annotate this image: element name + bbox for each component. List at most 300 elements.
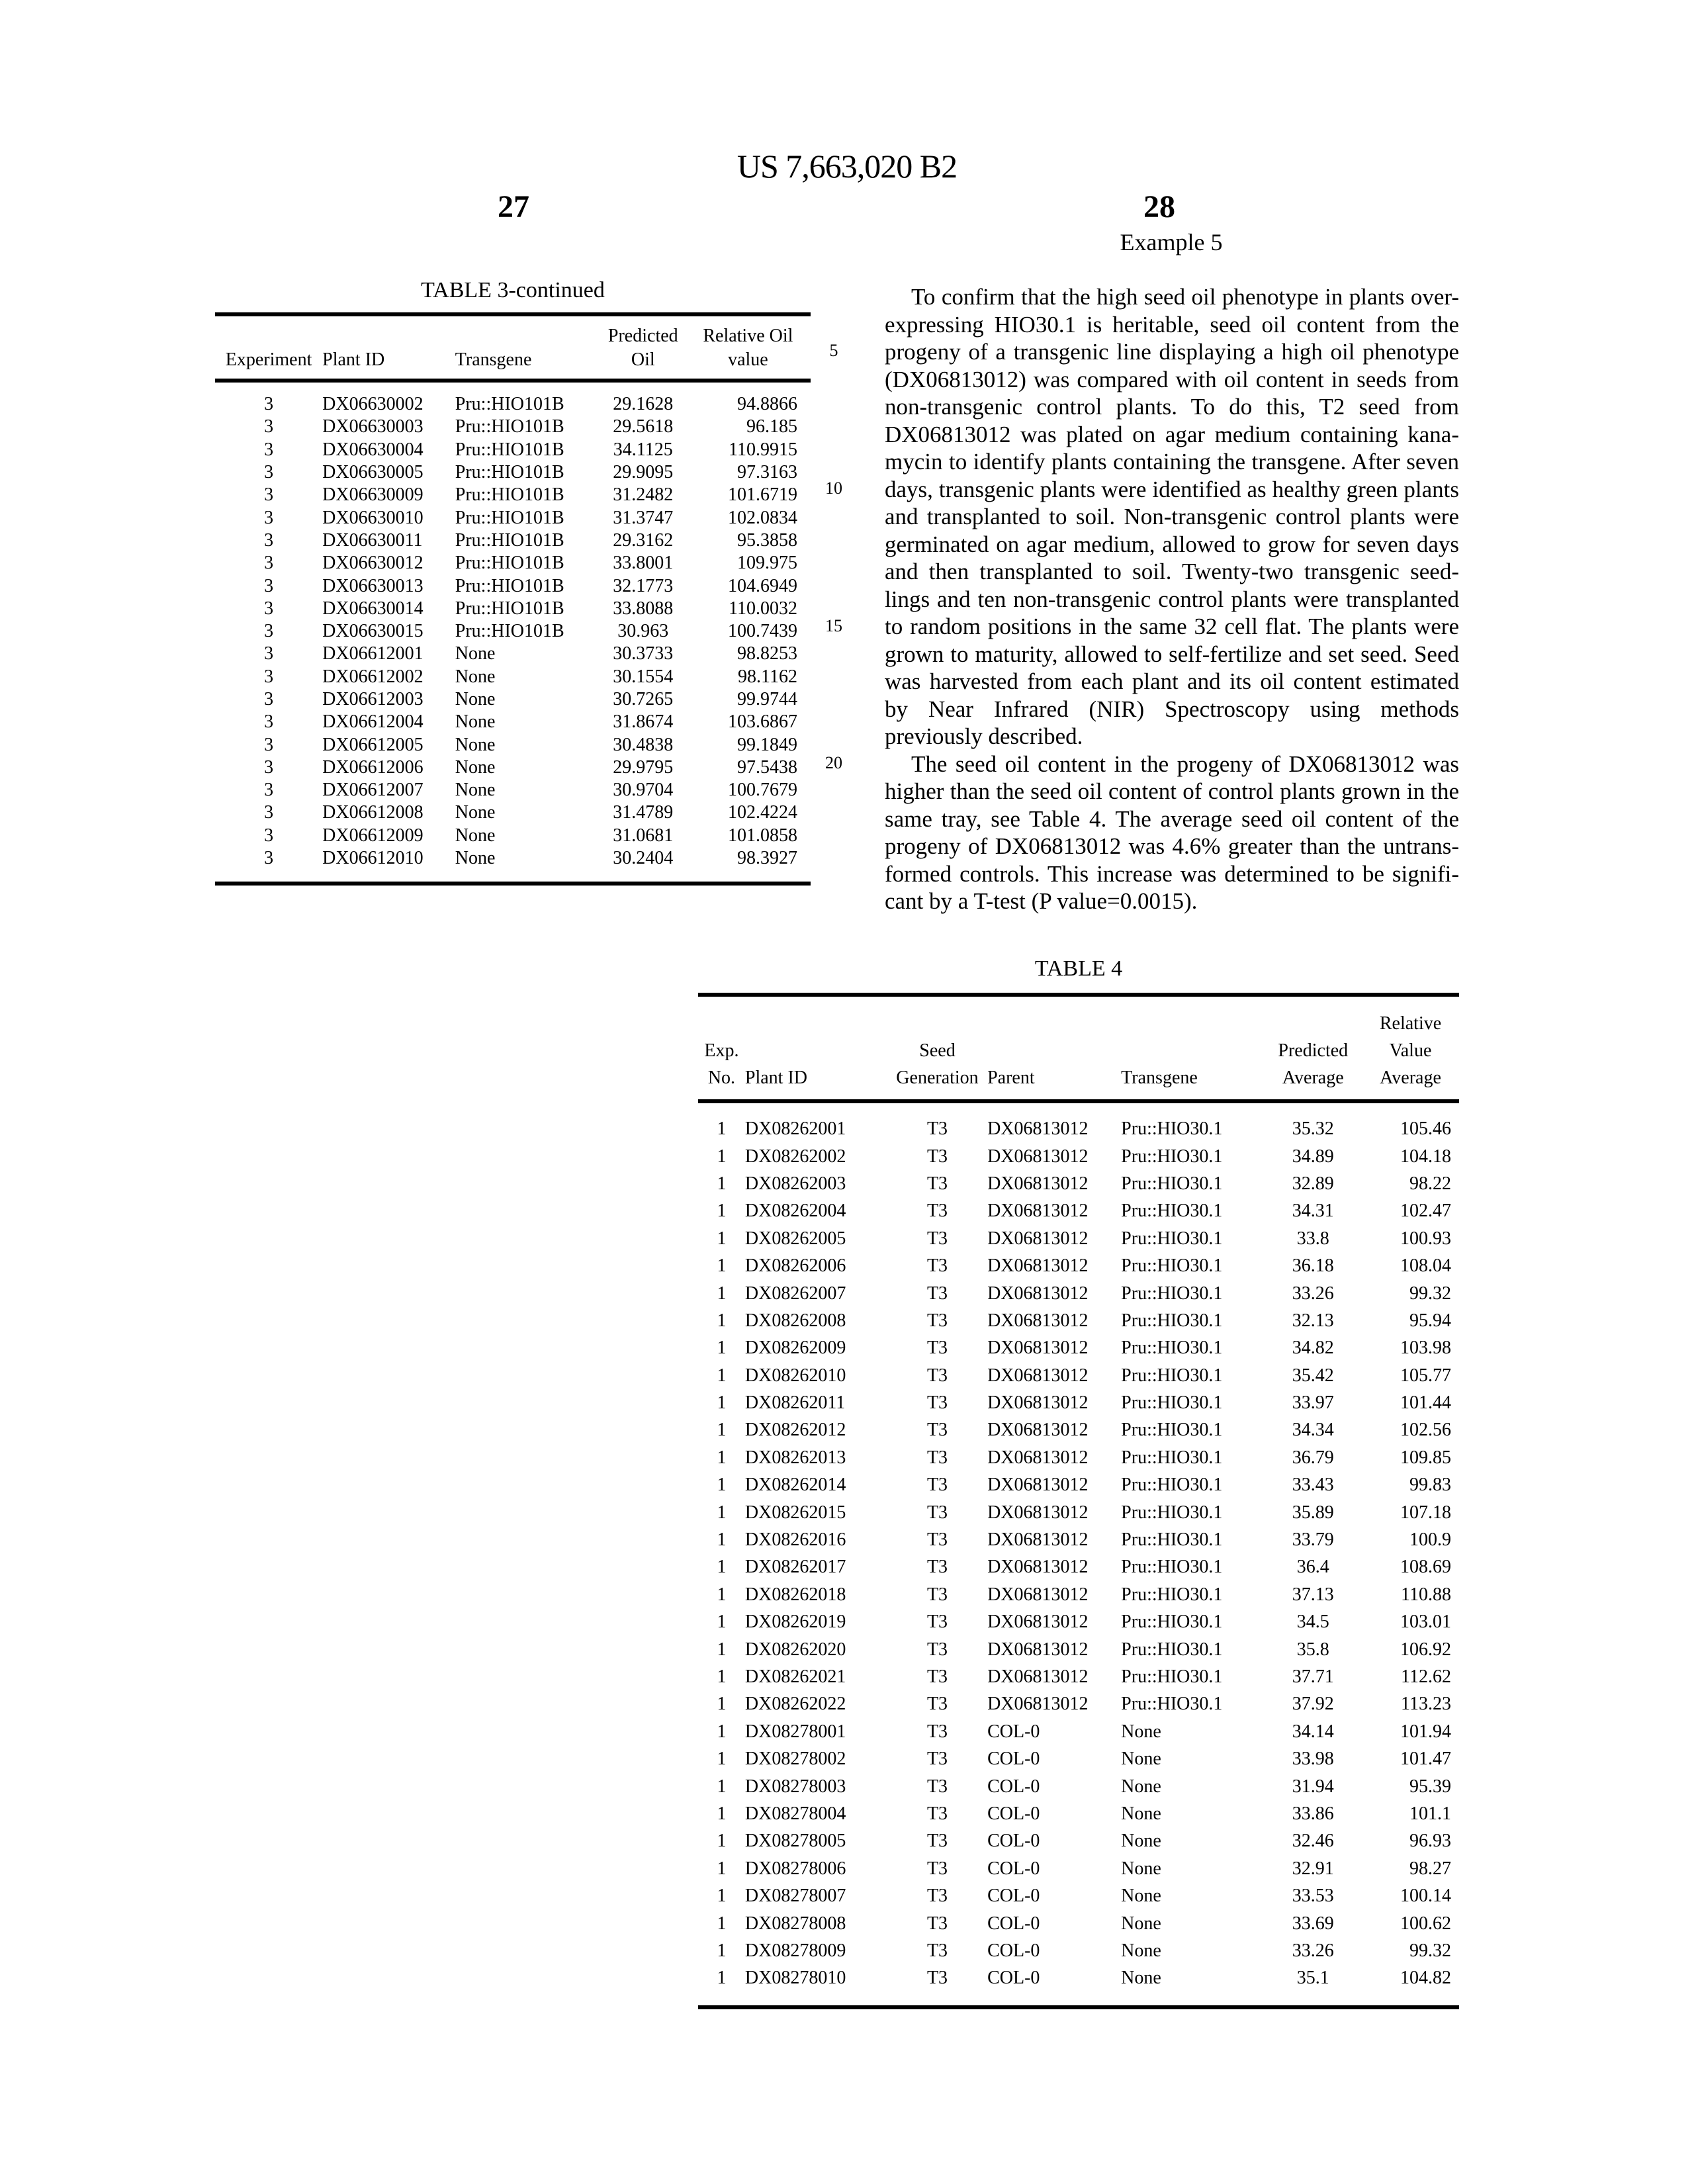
table-row [698,1964,1459,2007]
cell-experiment: 3 [264,621,274,642]
cell-predicted-average: 32.46 [1292,1831,1334,1852]
cell-parent: DX06813012 [987,1146,1089,1167]
cell-exp-no: 1 [717,1502,727,1523]
cell-experiment: 3 [264,439,274,460]
cell-parent: DX06813012 [987,1612,1089,1633]
cell-seed-generation: T3 [926,1365,948,1386]
cell-experiment: 3 [264,666,274,687]
cell-exp-no: 1 [717,1913,727,1934]
table-row [215,416,811,438]
cell-predicted-average: 33.79 [1292,1529,1334,1551]
cell-exp-no: 1 [717,1173,727,1194]
cell-parent: DX06813012 [987,1666,1089,1687]
cell-exp-no: 1 [717,1146,727,1167]
cell-predicted-average: 33.69 [1292,1913,1334,1934]
cell-transgene: None [1121,1940,1161,1961]
cell-exp-no: 1 [717,1803,727,1824]
cell-exp-no: 1 [717,1118,727,1140]
cell-relative-value-average: 107.18 [1400,1502,1451,1523]
cell-experiment: 3 [264,643,274,664]
table-row [215,484,811,506]
cell-parent: COL-0 [987,1831,1040,1852]
cell-predicted-oil: 30.7265 [613,689,674,709]
cell-transgene: Pru::HIO30.1 [1121,1557,1223,1578]
table-row [698,1142,1459,1169]
cell-transgene: None [455,643,496,664]
table-row [215,439,811,461]
cell-parent: DX06813012 [987,1502,1089,1523]
cell-plant-id: DX08262009 [744,1338,846,1359]
paragraph: To confirm that the high seed oil phenotype in plants over-expressing HIO30.1 is heritable, seed oil content from the progeny of a transgenic line displaying a high oil phenotype (DX06813012) was compared with oil content in seeds from non-transgenic control plants. To do this, T2 seed from DX06813012 was plated on agar medium containing kana-mycin to identify plants containing the transgene. After seven days, transgenic plants were identified as healthy green plants and transplanted to soil. Non-transgenic control plants were germinated on agar medium, allowed to grow for seven days and then transplanted to soil. Twenty-two transgenic seed-lings and ten non-transgenic control plants were transplanted to random positions in the same 32 cell flat. The plants were grown to maturity, allowed to self-fertilize and set seed. Seed was harvested from each plant and its oil content estimated by Near Infrared (NIR) Spectroscopy using methods previously described. [885,284,1459,749]
body-text [885,283,1459,915]
cell-plant-id: DX08262013 [744,1447,846,1468]
cell-seed-generation: T3 [926,1420,948,1441]
cell-plant-id: DX08262022 [744,1694,846,1715]
table-row [698,1745,1459,1772]
cell-predicted-average: 34.34 [1292,1420,1334,1441]
cell-exp-no: 1 [717,1831,727,1852]
table4-header-predicted-average: Predicted Average [1278,1040,1349,1088]
table-row [215,801,811,824]
cell-transgene: None [1121,1968,1161,1989]
cell-relative-value-average: 96.93 [1409,1831,1451,1852]
cell-relative-value-average: 103.98 [1400,1338,1451,1359]
cell-relative-value-average: 106.92 [1400,1639,1451,1660]
cell-exp-no: 1 [717,1940,727,1961]
cell-parent: COL-0 [987,1803,1040,1824]
cell-transgene: Pru::HIO30.1 [1121,1447,1223,1468]
cell-transgene: Pru::HIO101B [455,507,564,528]
cell-relative-oil: 104.6949 [728,575,797,596]
cell-relative-value-average: 95.39 [1409,1776,1451,1797]
cell-plant-id: DX06630015 [322,621,424,642]
cell-transgene: Pru::HIO101B [455,529,564,551]
cell-transgene: None [455,780,496,801]
table-row [698,1444,1459,1471]
cell-relative-value-average: 98.22 [1409,1173,1451,1194]
cell-transgene: Pru::HIO101B [455,394,564,415]
cell-transgene: None [1121,1858,1161,1879]
cell-plant-id: DX08278003 [744,1776,846,1797]
table-row [698,1800,1459,1827]
table-row [698,1635,1459,1662]
table4-grid [698,993,1459,2009]
cell-plant-id: DX06630013 [322,575,424,596]
cell-predicted-average: 35.8 [1296,1639,1329,1660]
cell-experiment: 3 [264,575,274,596]
cell-parent: COL-0 [987,1776,1040,1797]
cell-predicted-average: 35.89 [1292,1502,1334,1523]
cell-predicted-average: 33.53 [1292,1886,1334,1907]
cell-exp-no: 1 [717,1886,727,1907]
cell-plant-id: DX08262015 [744,1502,846,1523]
cell-transgene: Pru::HIO30.1 [1121,1146,1223,1167]
cell-transgene: Pru::HIO30.1 [1121,1392,1223,1414]
table-row [215,461,811,484]
cell-exp-no: 1 [717,1557,727,1578]
cell-predicted-oil: 32.1773 [613,575,674,596]
cell-experiment: 3 [264,802,274,823]
cell-relative-oil: 98.8253 [737,643,797,664]
cell-predicted-oil: 30.9704 [613,780,674,801]
cell-seed-generation: T3 [926,1913,948,1934]
cell-plant-id: DX08278007 [744,1886,846,1907]
cell-plant-id: DX06630002 [322,394,424,415]
cell-exp-no: 1 [717,1310,727,1331]
cell-transgene: None [1121,1886,1161,1907]
cell-relative-oil: 101.0858 [728,825,797,846]
cell-exp-no: 1 [717,1776,727,1797]
cell-predicted-oil: 33.8001 [613,553,674,574]
cell-seed-generation: T3 [926,1338,948,1359]
cell-predicted-average: 34.31 [1292,1201,1334,1222]
table-row [698,1526,1459,1553]
cell-seed-generation: T3 [926,1666,948,1687]
cell-predicted-average: 31.94 [1292,1776,1334,1797]
cell-exp-no: 1 [717,1968,727,1989]
cell-seed-generation: T3 [926,1886,948,1907]
cell-plant-id: DX06630003 [322,416,424,437]
cell-relative-value-average: 101.94 [1400,1721,1451,1742]
cell-seed-generation: T3 [926,1392,948,1414]
cell-predicted-oil: 31.8674 [613,711,674,733]
table-row [698,1101,1459,1142]
cell-transgene: Pru::HIO30.1 [1121,1283,1223,1304]
table-row [698,1389,1459,1416]
cell-transgene: None [455,666,496,687]
cell-experiment: 3 [264,825,274,846]
table-row [215,733,811,756]
cell-transgene: Pru::HIO101B [455,484,564,506]
table4-body [698,1101,1459,2007]
cell-exp-no: 1 [717,1858,727,1879]
cell-plant-id: DX08278001 [744,1721,846,1742]
cell-relative-value-average: 99.83 [1409,1475,1451,1496]
cell-plant-id: DX06630010 [322,507,424,528]
cell-seed-generation: T3 [926,1721,948,1742]
cell-seed-generation: T3 [926,1283,948,1304]
table-row [215,666,811,688]
table4 [698,993,1459,2009]
cell-plant-id: DX08262019 [744,1612,846,1633]
cell-seed-generation: T3 [926,1776,948,1797]
cell-predicted-average: 35.42 [1292,1365,1334,1386]
cell-transgene: Pru::HIO30.1 [1121,1639,1223,1660]
table-row [698,1471,1459,1498]
cell-transgene: Pru::HIO30.1 [1121,1173,1223,1194]
table4-header-plant-id: Plant ID [744,1068,808,1088]
cell-transgene: None [1121,1803,1161,1824]
cell-predicted-oil: 30.3733 [613,643,674,664]
table-row [215,825,811,847]
cell-predicted-oil: 31.3747 [613,507,674,528]
cell-transgene: Pru::HIO101B [455,462,564,483]
cell-transgene: Pru::HIO101B [455,575,564,596]
table-row [215,381,811,416]
cell-plant-id: DX08262021 [744,1666,846,1687]
table-row [698,1855,1459,1882]
cell-exp-no: 1 [717,1475,727,1496]
cell-exp-no: 1 [717,1365,727,1386]
cell-parent: COL-0 [987,1886,1040,1907]
cell-relative-value-average: 100.62 [1400,1913,1451,1934]
paragraph: The seed oil content in the progeny of DX06813012 was higher than the seed oil content of control plants grown in the same tray, see Table 4. The average seed oil content of the progeny of DX06813012 was 4.6% greater than the untrans-formed controls. This increase was determined to be signifi-cant by a T-test (P value=0.0015). [885,751,1459,914]
cell-seed-generation: T3 [926,1447,948,1468]
table-row [698,1581,1459,1608]
cell-transgene: Pru::HIO30.1 [1121,1612,1223,1633]
cell-plant-id: DX08262001 [744,1118,846,1140]
cell-relative-value-average: 104.82 [1400,1968,1451,1989]
cell-exp-no: 1 [717,1283,727,1304]
table-row [698,1334,1459,1361]
table3-header-relative-oil: Relative Oil value [703,326,793,370]
cell-relative-value-average: 101.1 [1409,1803,1451,1824]
table3 [215,312,811,886]
cell-seed-generation: T3 [926,1118,948,1140]
cell-transgene: Pru::HIO30.1 [1121,1118,1223,1140]
table-row [215,620,811,643]
cell-parent: DX06813012 [987,1584,1089,1605]
cell-predicted-average: 34.5 [1296,1612,1329,1633]
cell-relative-value-average: 109.85 [1400,1447,1451,1468]
cell-plant-id: DX08262005 [744,1228,846,1249]
cell-parent: DX06813012 [987,1557,1089,1578]
cell-transgene: Pru::HIO101B [455,439,564,460]
table-row [698,1197,1459,1224]
cell-seed-generation: T3 [926,1749,948,1770]
cell-relative-oil: 97.5438 [737,756,797,778]
cell-predicted-oil: 30.4838 [613,734,674,755]
table-row [215,598,811,620]
cell-predicted-oil: 31.0681 [613,825,674,846]
table-row [698,1772,1459,1799]
cell-seed-generation: T3 [926,1310,948,1331]
cell-transgene: Pru::HIO30.1 [1121,1475,1223,1496]
cell-predicted-average: 36.79 [1292,1447,1334,1468]
cell-transgene: Pru::HIO101B [455,416,564,437]
column-number-right: 28 [1143,189,1175,224]
table3-grid [215,312,811,886]
table-row [698,1416,1459,1443]
cell-plant-id: DX06630009 [322,484,424,506]
cell-predicted-oil: 30.2404 [613,848,674,869]
cell-plant-id: DX08262008 [744,1310,846,1331]
cell-seed-generation: T3 [926,1612,948,1633]
cell-transgene: Pru::HIO30.1 [1121,1365,1223,1386]
cell-transgene: Pru::HIO101B [455,598,564,619]
cell-plant-id: DX08278005 [744,1831,846,1852]
cell-transgene: Pru::HIO30.1 [1121,1310,1223,1331]
cell-relative-value-average: 103.01 [1400,1612,1451,1633]
table4-header-row [698,995,1459,1101]
cell-experiment: 3 [264,462,274,483]
cell-transgene: Pru::HIO30.1 [1121,1255,1223,1277]
cell-relative-value-average: 108.04 [1400,1255,1451,1277]
table-row [698,1608,1459,1635]
cell-plant-id: DX08278010 [744,1968,846,1989]
cell-transgene: None [1121,1776,1161,1797]
table3-header-transgene: Transgene [455,349,532,370]
cell-parent: DX06813012 [987,1201,1089,1222]
table-row [698,1909,1459,1936]
line-number: 10 [825,478,842,498]
cell-relative-oil: 94.8866 [737,394,797,415]
cell-relative-oil: 99.9744 [737,689,797,709]
cell-parent: DX06813012 [987,1447,1089,1468]
table4-header-seed-generation: Seed Generation [896,1040,979,1088]
cell-relative-oil: 103.6867 [728,711,797,733]
cell-exp-no: 1 [717,1228,727,1249]
cell-seed-generation: T3 [926,1831,948,1852]
cell-plant-id: DX08262004 [744,1201,846,1222]
cell-transgene: Pru::HIO30.1 [1121,1338,1223,1359]
cell-seed-generation: T3 [926,1146,948,1167]
cell-experiment: 3 [264,598,274,619]
cell-relative-value-average: 95.94 [1409,1310,1451,1331]
cell-exp-no: 1 [717,1639,727,1660]
cell-transgene: None [1121,1721,1161,1742]
cell-relative-value-average: 98.27 [1409,1858,1451,1879]
cell-plant-id: DX08262006 [744,1255,846,1277]
cell-predicted-oil: 30.1554 [613,666,674,687]
cell-parent: DX06813012 [987,1118,1089,1140]
cell-plant-id: DX08262007 [744,1283,846,1304]
cell-parent: DX06813012 [987,1365,1089,1386]
cell-seed-generation: T3 [926,1858,948,1879]
cell-parent: DX06813012 [987,1392,1089,1414]
cell-transgene: Pru::HIO30.1 [1121,1666,1223,1687]
cell-parent: COL-0 [987,1749,1040,1770]
cell-plant-id: DX08278008 [744,1913,846,1934]
cell-predicted-oil: 31.2482 [613,484,674,506]
cell-predicted-average: 33.97 [1292,1392,1334,1414]
line-number: 5 [829,341,838,360]
cell-relative-value-average: 110.88 [1401,1584,1451,1605]
cell-predicted-average: 34.89 [1292,1146,1334,1167]
cell-exp-no: 1 [717,1338,727,1359]
table-row [215,643,811,665]
cell-exp-no: 1 [717,1584,727,1605]
table-row [215,711,811,733]
table-row [698,1307,1459,1334]
cell-relative-oil: 109.975 [737,553,797,574]
cell-predicted-average: 32.91 [1292,1858,1334,1879]
cell-relative-oil: 95.3858 [737,529,797,551]
cell-relative-oil: 98.3927 [737,848,797,869]
table-row [698,1225,1459,1252]
cell-predicted-oil: 29.9095 [613,462,674,483]
cell-parent: DX06813012 [987,1310,1089,1331]
table-row [215,574,811,597]
cell-plant-id: DX08262018 [744,1584,846,1605]
table-row [698,1827,1459,1854]
cell-transgene: None [455,734,496,755]
cell-plant-id: DX08278004 [744,1803,846,1824]
cell-plant-id: DX06612006 [322,756,424,778]
cell-predicted-average: 35.1 [1296,1968,1329,1989]
table-row [698,1362,1459,1389]
cell-parent: DX06813012 [987,1228,1089,1249]
cell-parent: DX06813012 [987,1529,1089,1551]
cell-predicted-oil: 29.1628 [613,394,674,415]
cell-experiment: 3 [264,507,274,528]
table-row [215,847,811,884]
cell-relative-oil: 97.3163 [737,462,797,483]
cell-relative-value-average: 100.14 [1400,1886,1451,1907]
cell-transgene: None [455,711,496,733]
cell-exp-no: 1 [717,1392,727,1414]
cell-predicted-average: 37.92 [1292,1694,1334,1715]
cell-parent: DX06813012 [987,1283,1089,1304]
cell-parent: COL-0 [987,1940,1040,1961]
cell-seed-generation: T3 [926,1502,948,1523]
cell-relative-oil: 96.185 [746,416,797,437]
cell-transgene: None [1121,1831,1161,1852]
cell-relative-value-average: 113.23 [1401,1694,1451,1715]
cell-predicted-oil: 30.963 [617,621,669,642]
table3-body [215,381,811,884]
table3-header-plant-id: Plant ID [322,349,385,370]
table4-header-relative-value-average: Relative Value Average [1379,1013,1442,1088]
cell-exp-no: 1 [717,1694,727,1715]
cell-relative-oil: 102.4224 [728,802,797,823]
cell-seed-generation: T3 [926,1228,948,1249]
cell-predicted-average: 36.4 [1296,1557,1329,1578]
table-row [215,529,811,552]
cell-predicted-average: 37.13 [1292,1584,1334,1605]
cell-exp-no: 1 [717,1420,727,1441]
cell-experiment: 3 [264,848,274,869]
cell-predicted-average: 32.89 [1292,1173,1334,1194]
cell-exp-no: 1 [717,1612,727,1633]
cell-relative-value-average: 99.32 [1409,1940,1451,1961]
cell-seed-generation: T3 [926,1173,948,1194]
cell-relative-oil: 101.6719 [728,484,797,506]
cell-relative-oil: 110.0032 [729,598,797,619]
cell-seed-generation: T3 [926,1584,948,1605]
table-row [215,506,811,529]
table3-title: TABLE 3-continued [421,278,605,302]
cell-plant-id: DX06612008 [322,802,424,823]
cell-exp-no: 1 [717,1255,727,1277]
cell-relative-value-average: 108.69 [1400,1557,1451,1578]
cell-experiment: 3 [264,756,274,778]
cell-plant-id: DX06612002 [322,666,424,687]
cell-relative-value-average: 100.9 [1409,1529,1451,1551]
cell-transgene: None [455,756,496,778]
cell-plant-id: DX06612003 [322,689,424,709]
cell-predicted-average: 34.82 [1292,1338,1334,1359]
cell-seed-generation: T3 [926,1557,948,1578]
cell-parent: COL-0 [987,1913,1040,1934]
table-row [215,552,811,574]
cell-seed-generation: T3 [926,1255,948,1277]
cell-relative-value-average: 105.46 [1400,1118,1451,1140]
cell-plant-id: DX06630012 [322,553,424,574]
table-row [698,1279,1459,1306]
cell-predicted-average: 33.26 [1292,1940,1334,1961]
cell-plant-id: DX06612004 [322,711,424,733]
cell-transgene: None [455,825,496,846]
cell-predicted-average: 37.71 [1292,1666,1334,1687]
cell-parent: DX06813012 [987,1420,1089,1441]
table-row [698,1498,1459,1525]
cell-transgene: Pru::HIO30.1 [1121,1228,1223,1249]
cell-plant-id: DX08278006 [744,1858,846,1879]
cell-predicted-average: 34.14 [1292,1721,1334,1742]
cell-transgene: Pru::HIO30.1 [1121,1201,1223,1222]
cell-relative-value-average: 105.77 [1400,1365,1451,1386]
